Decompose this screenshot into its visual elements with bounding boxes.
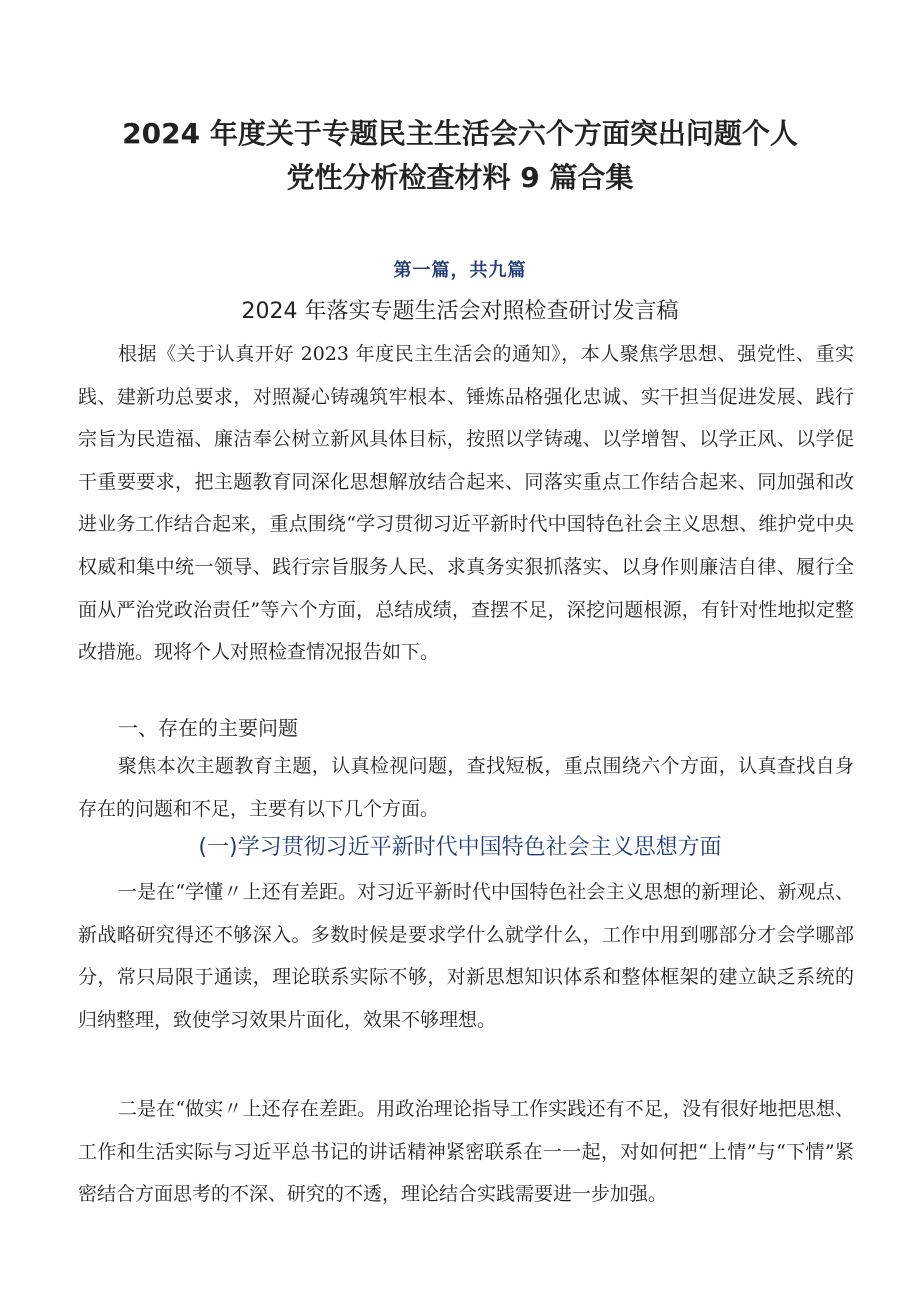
intro-paragraph: 根据《关于认真开好 2023 年度民主生活会的通知》，本人聚焦学思想、强党性、重实践、建新功总要求，对照凝心铸魂筑牢根本、锤炼品格强化忠诚、实干担当促进发展、践行宗旨为民造福、廉洁奉公树立新风具体目标，按照以学铸魂、以学增智、以学正风、以学促干重要要求，把主题教育同深化思想解放结合起来、同落实重点工作结合起来、同加强和改进业务工作结合起来，重点围绕“学习贯彻习近平新时代中国特色社会主义思想、维护党中央权威和集中统一领导、践行宗旨服务人民、求真务实狠抓落实、以身作则廉洁自律、履行全面从严治党政治责任”等六个方面，总结成绩，查摆不足，深挖问题根源，有针对性地拟定整改措施。现将个人对照检查情况报告如下。 bbox=[78, 343, 854, 664]
document-title-line-1: 2024 年度关于专题民主生活会六个方面突出问题个人 bbox=[122, 117, 798, 150]
paragraph-point-one: 一是在“学懂〃上还有差距。对习近平新时代中国特色社会主义思想的新理论、新观点、新战略研究得还不够深入。多数时候是要求学什么就学什么，工作中用到哪部分才会学哪部分，常只局限于通读，理论联系实际不够，对新思想知识体系和整体框架的建立缺乏系统的归纳整理，致使学习效果片面化，效果不够理想。 bbox=[78, 881, 854, 1031]
section-heading-main-problems: 一、存在的主要问题 bbox=[118, 716, 298, 740]
section-counter: 第一篇，共九篇 bbox=[393, 260, 527, 281]
subsection-heading-study: (一)学习贯彻习近平新时代中国特色社会主义思想方面 bbox=[198, 835, 722, 860]
paragraph-point-two: 二是在“做实〃上还存在差距。用政治理论指导工作实践还有不足，没有很好地把思想、工作和生活实际与习近平总书记的讲话精神紧密联系在一一起，对如何把“上情”与“下情”紧密结合方面思考的不深、研究的不透，理论结合实践需要进一步加强。 bbox=[78, 1098, 854, 1206]
article-title: 2024 年落实专题生活会对照检查研讨发言稿 bbox=[241, 299, 679, 324]
problems-intro-paragraph: 聚焦本次主题教育主题，认真检视问题，查找短板，重点围绕六个方面，认真查找自身存在的问题和不足，主要有以下几个方面。 bbox=[78, 755, 854, 820]
document-title-line-2: 党性分析检查材料 9 篇合集 bbox=[286, 161, 634, 194]
